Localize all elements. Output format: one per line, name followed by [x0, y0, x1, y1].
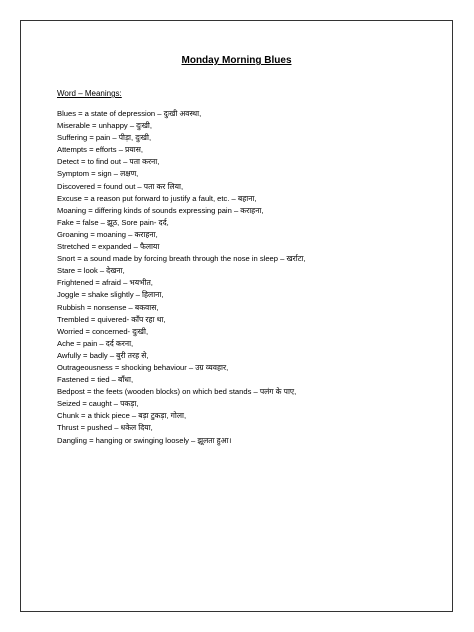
word-entry: Groaning = moaning – कराहना, [57, 229, 158, 239]
word-entry: Frightened = afraid – भयभीत, [57, 278, 153, 288]
word-entry: Chunk = a thick piece – बड़ा टुकड़ा, गोला, [57, 411, 187, 421]
word-entry: Attempts = efforts – प्रयास, [57, 145, 143, 155]
word-entry: Worried = concerned- दुःखी, [57, 326, 149, 336]
word-entry: Thrust = pushed – धकेल दिया, [57, 423, 153, 433]
word-entry: Rubbish = nonsense – बकवास, [57, 302, 159, 312]
word-entry: Stretched = expanded – फैलाया [57, 242, 160, 252]
word-entry: Seized = caught – पकड़ा, [57, 399, 139, 409]
word-entry: Symptom = sign – लक्षण, [57, 169, 139, 179]
word-entry: Miserable = unhappy – दुःखी, [57, 121, 153, 131]
section-heading: Word – Meanings: [57, 89, 122, 98]
word-entry: Snort = a sound made by forcing breath through the nose in sleep – खर्राटा, [57, 254, 306, 264]
word-entry: Dangling = hanging or swinging loosely – झूलता हुआ। [57, 435, 232, 445]
word-entry: Detect = to find out – पता करना, [57, 157, 160, 167]
word-entry: Excuse = a reason put forward to justify a fault, etc. – बहाना, [57, 193, 257, 203]
word-entry: Discovered = found out – पता कर लिया, [57, 181, 184, 191]
word-entry: Ache = pain – दर्द करना, [57, 338, 134, 348]
word-entry: Stare = look – देखना, [57, 266, 125, 276]
word-entry: Awfully = badly – बुरी तरह से, [57, 350, 149, 360]
word-entry: Fake = false – झूठ, Sore pain- दर्द, [57, 217, 169, 227]
word-entry: Trembled = quivered- काँप रहा था, [57, 314, 166, 324]
word-meanings-list [57, 108, 442, 447]
word-entry: Moaning = differing kinds of sounds expressing pain – कराहना, [57, 205, 264, 215]
word-entry: Suffering = pain – पीड़ा, दुःखी, [57, 133, 152, 143]
word-entry: Blues = a state of depression – दुःखी अवस्था, [57, 109, 202, 118]
word-entry: Joggle = shake slightly – हिलाना, [57, 290, 164, 300]
word-entry: Bedpost = the feets (wooden blocks) on which bed stands – पलंग के पाए, [57, 387, 297, 397]
word-entry: Outrageousness = shocking behaviour – उग्र व्यवहार, [57, 362, 229, 372]
word-entry: Fastened = tied – बाँधा, [57, 375, 134, 385]
document-title: Monday Morning Blues [181, 55, 292, 66]
